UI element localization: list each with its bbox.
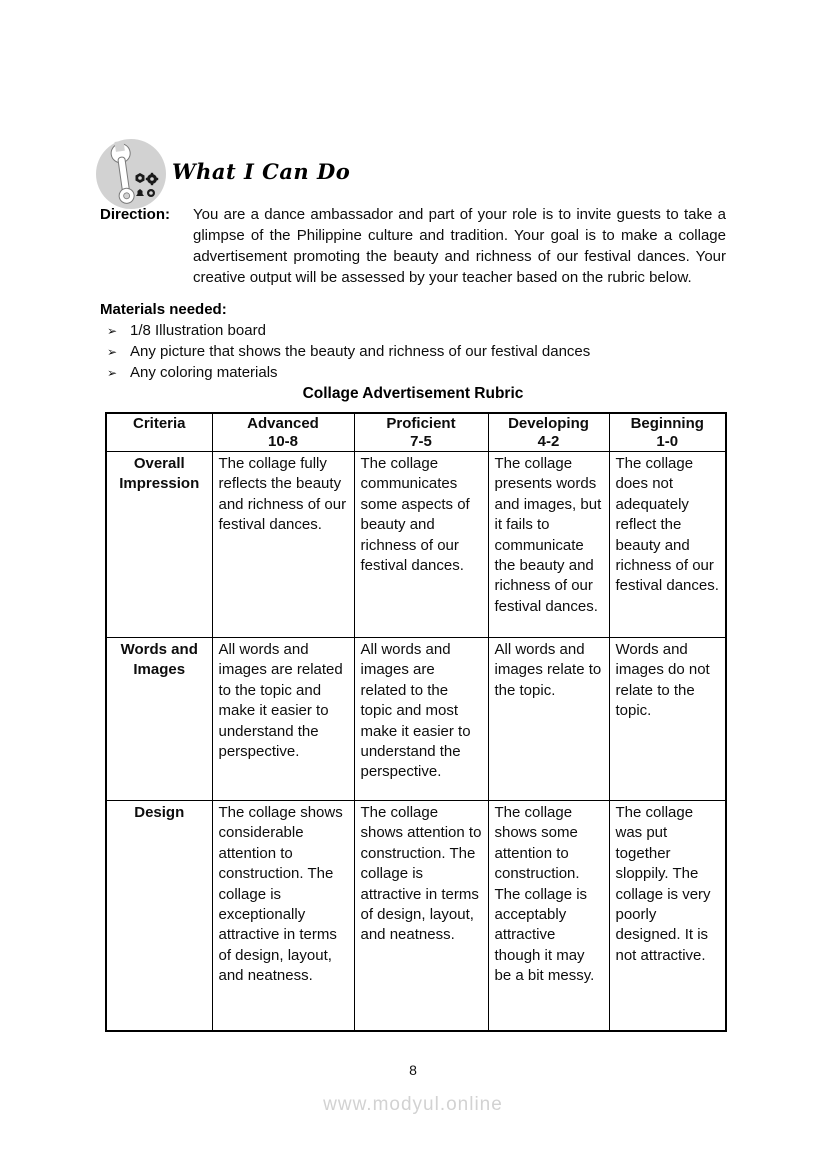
materials-heading: Materials needed: — [100, 301, 227, 318]
rubric-cell: The collage communicates some aspects of beauty and richness of our festival dances. — [354, 452, 488, 638]
arrow-bullet-icon: ➢ — [107, 366, 118, 380]
rubric-cell: Words and images do not relate to the topic. — [609, 638, 726, 801]
direction-text: You are a dance ambassador and part of your role is to invite guests to take a glimpse of the Philippine culture and tradition. Your goal is to make a collage advertisement promoting the beauty and richness of our festival dances. Your creative output will be assessed by your teacher based on the rubric below. — [193, 206, 726, 286]
arrow-bullet-icon: ➢ — [107, 345, 118, 359]
page-title: What I Can Do — [172, 158, 351, 184]
column-header-developing: Developing 4-2 — [488, 413, 609, 452]
rubric-table — [105, 412, 727, 1032]
arrow-bullet-icon: ➢ — [107, 324, 118, 338]
page-number: 8 — [409, 1061, 417, 1078]
criteria-cell: Words and Images — [106, 638, 212, 801]
table-row-overall-impression — [106, 452, 726, 638]
rubric-title: Collage Advertisement Rubric — [302, 385, 524, 402]
rubric-cell: The collage does not adequately reflect the beauty and richness of our festival dances. — [609, 452, 726, 638]
list-item-text: Any picture that shows the beauty and richness of our festival dances — [130, 343, 591, 360]
tools-icon — [96, 139, 166, 209]
column-header-advanced: Advanced 10-8 — [212, 413, 354, 452]
direction-label: Direction: — [100, 206, 171, 223]
table-row-design — [106, 801, 726, 1031]
criteria-cell: Design — [106, 801, 212, 1031]
column-header-proficient: Proficient 7-5 — [354, 413, 488, 452]
rubric-cell: All words and images are related to the topic and make it easier to understand the perspective. — [212, 638, 354, 801]
rubric-cell: The collage presents words and images, but it fails to communicate the beauty and richness of our festival dances. — [488, 452, 609, 638]
table-row-words-and-images — [106, 638, 726, 801]
rubric-cell: The collage was put together sloppily. The collage is very poorly designed. It is not attractive. — [609, 801, 726, 1031]
rubric-cell: The collage shows considerable attention to construction. The collage is exceptionally attractive in terms of design, layout, and neatness. — [212, 801, 354, 1031]
list-item — [100, 341, 726, 362]
header-row — [106, 413, 726, 452]
rubric-cell: The collage shows some attention to construction. The collage is acceptably attractive though it may be a bit messy. — [488, 801, 609, 1031]
list-item-text: Any coloring materials — [130, 364, 278, 381]
materials-list — [100, 320, 726, 383]
list-item — [100, 362, 726, 383]
direction-paragraph — [100, 204, 726, 288]
column-header-criteria: Criteria — [106, 413, 212, 452]
rubric-cell: The collage shows attention to construction. The collage is attractive in terms of design, layout, and neatness. — [354, 801, 488, 1031]
watermark: www.modyul.online — [323, 1093, 503, 1115]
criteria-cell: Overall Impression — [106, 452, 212, 638]
rubric-cell: The collage fully reflects the beauty and richness of our festival dances. — [212, 452, 354, 638]
section-header — [96, 139, 726, 209]
rubric-cell: All words and images relate to the topic. — [488, 638, 609, 801]
rubric-cell: All words and images are related to the topic and most make it easier to understand the perspective. — [354, 638, 488, 801]
column-header-beginning: Beginning 1-0 — [609, 413, 726, 452]
list-item-text: 1/8 Illustration board — [130, 322, 266, 339]
list-item — [100, 320, 726, 341]
